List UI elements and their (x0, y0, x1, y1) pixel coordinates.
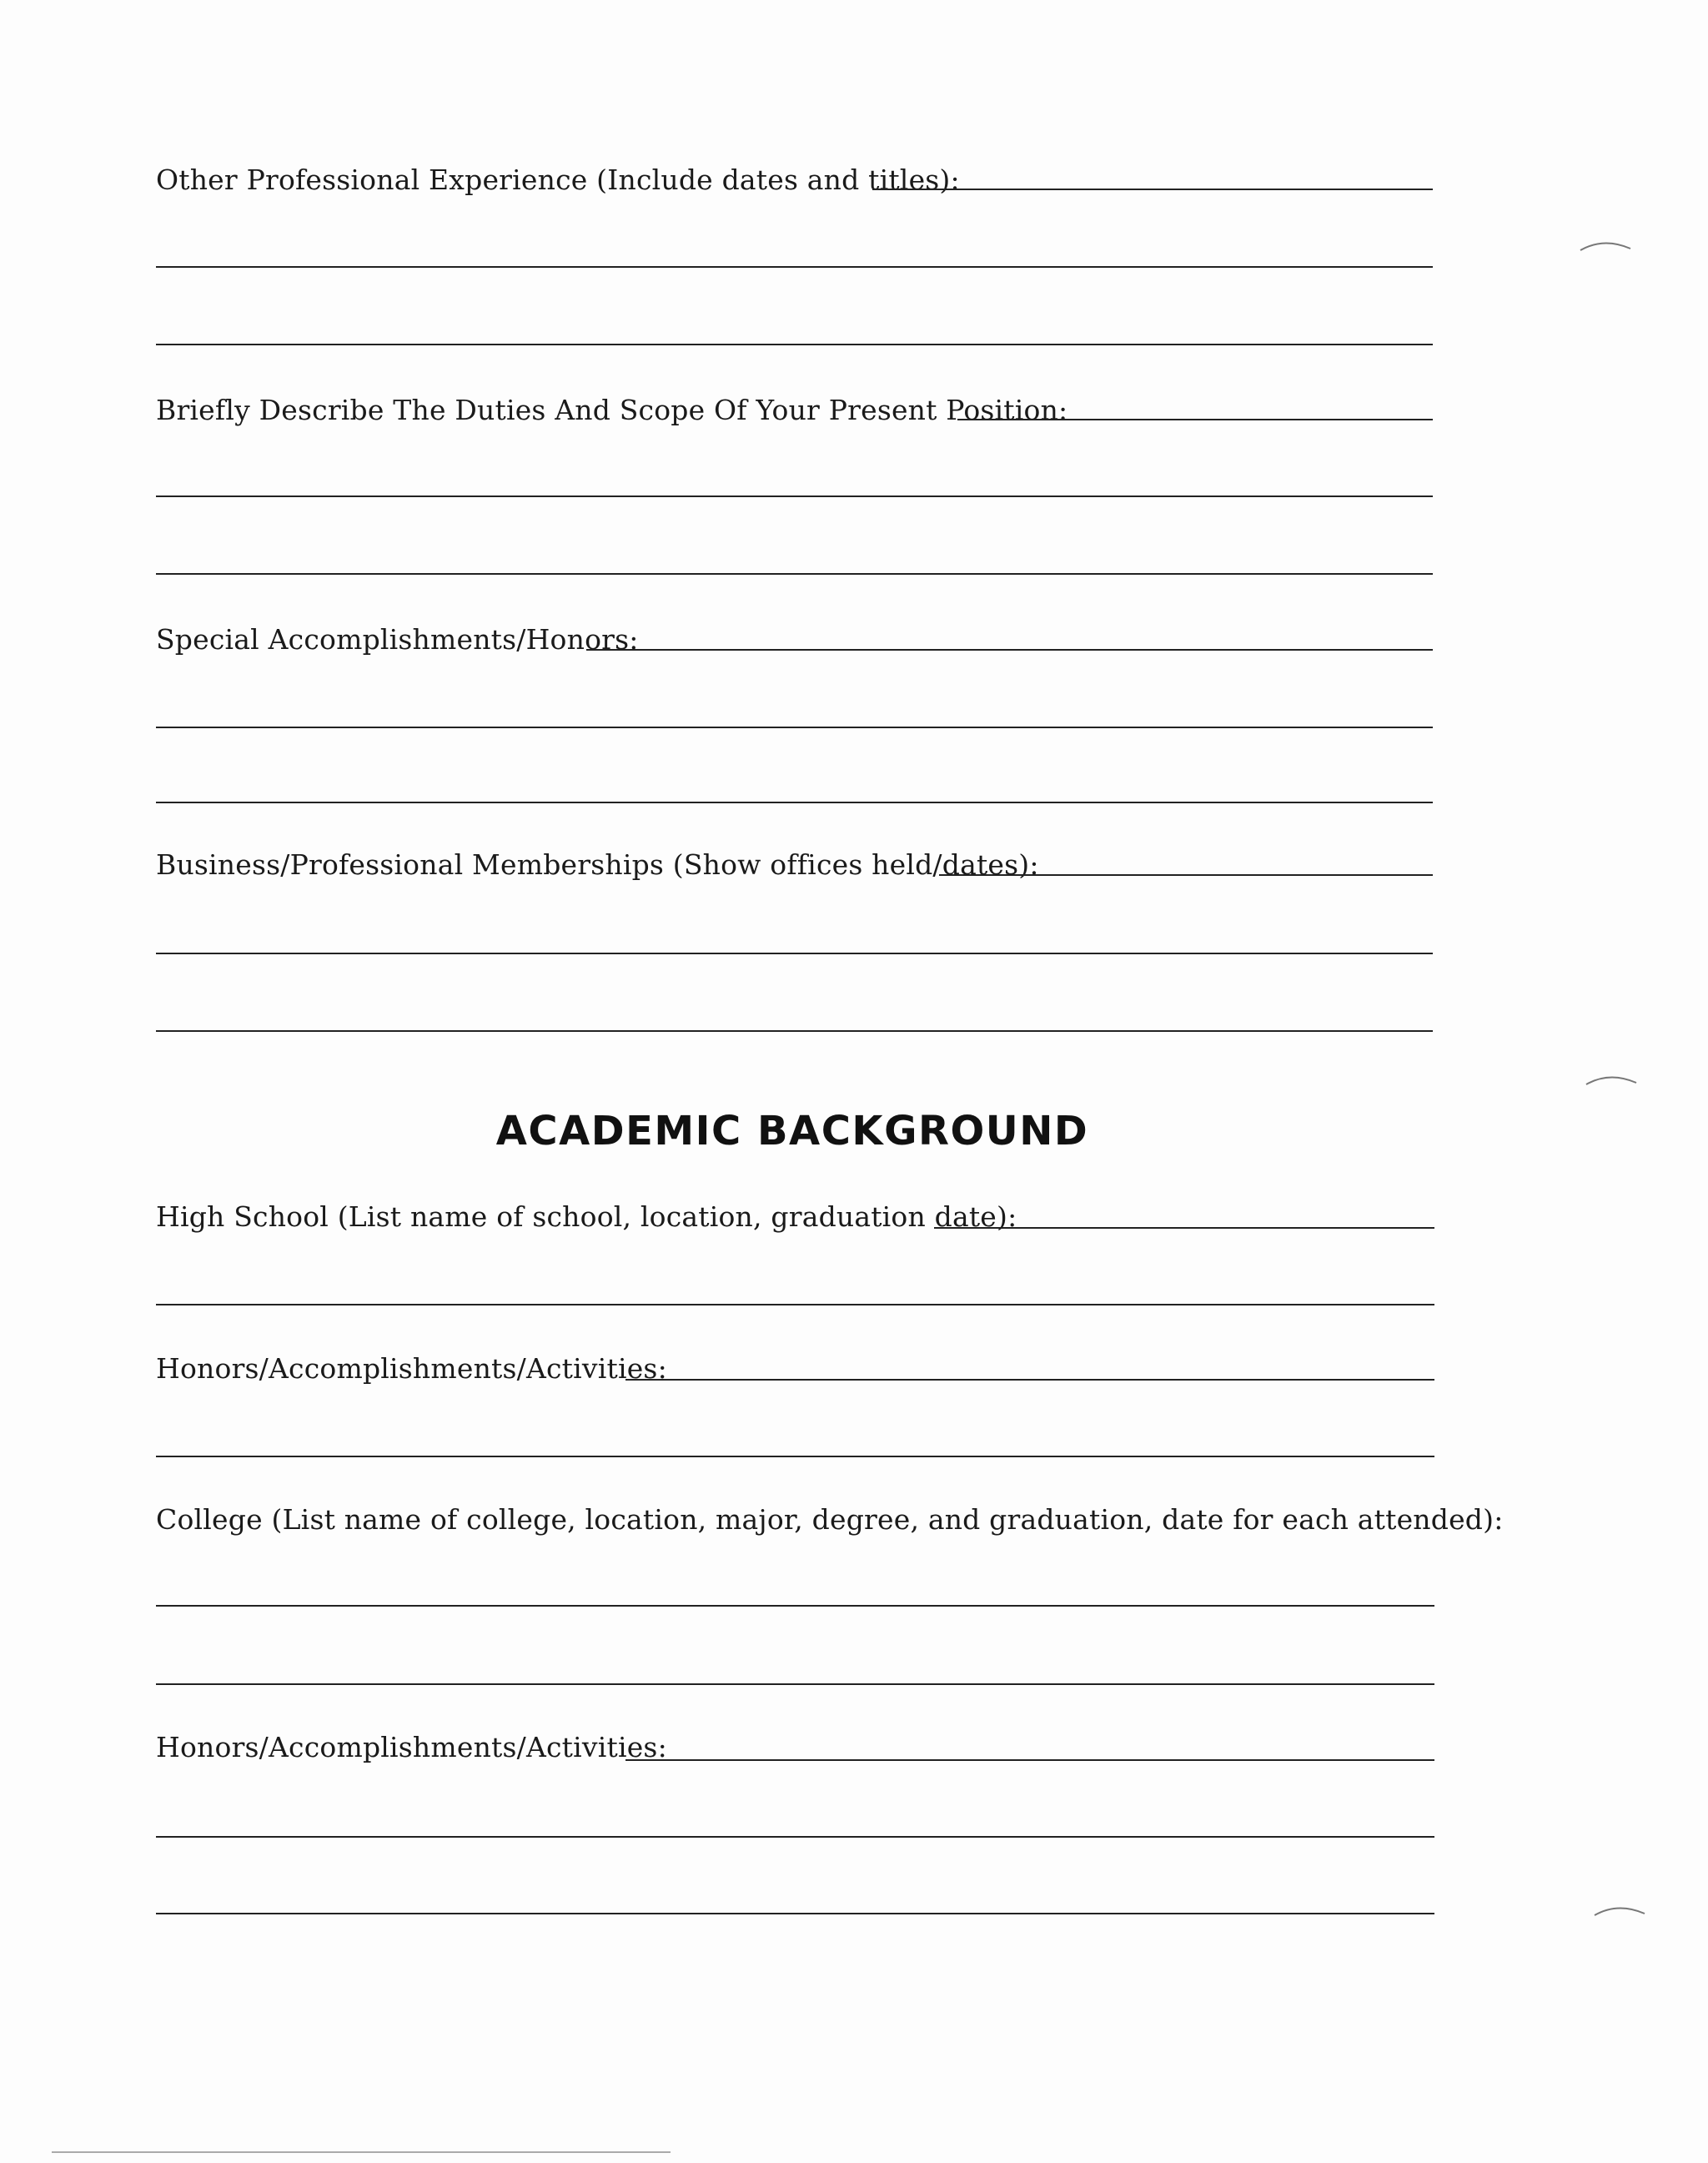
special-accomplishments-line-3[interactable] (156, 802, 1433, 803)
present-position-line-2[interactable] (156, 495, 1433, 497)
present-position-line-1[interactable] (957, 419, 1433, 420)
other-experience-line-2[interactable] (156, 266, 1433, 268)
high-school-label: High School (List name of school, location, graduation date): (156, 1200, 1017, 1233)
college-honors-line-1[interactable] (625, 1759, 1434, 1761)
high-school-line-1[interactable] (934, 1227, 1434, 1229)
other-experience-label: Other Professional Experience (Include dates and titles): (156, 163, 960, 196)
memberships-line-1[interactable] (939, 874, 1433, 876)
hs-honors-line-1[interactable] (625, 1379, 1434, 1381)
binder-hole-mark (1579, 235, 1632, 254)
college-line-2[interactable] (156, 1683, 1434, 1685)
present-position-label: Briefly Describe The Duties And Scope Of Your Present Position: (156, 394, 1068, 426)
special-accomplishments-line-2[interactable] (156, 727, 1433, 728)
present-position-line-3[interactable] (156, 573, 1433, 575)
high-school-line-2[interactable] (156, 1304, 1434, 1305)
page-edge-line (52, 2151, 671, 2153)
memberships-line-2[interactable] (156, 953, 1433, 954)
other-experience-line-1[interactable] (872, 189, 1433, 190)
college-honors-line-3[interactable] (156, 1913, 1434, 1914)
other-experience-line-3[interactable] (156, 344, 1433, 345)
binder-hole-mark (1585, 1069, 1638, 1088)
academic-background-heading: ACADEMIC BACKGROUND (495, 1108, 1089, 1154)
hs-honors-label: Honors/Accomplishments/Activities: (156, 1352, 667, 1385)
memberships-label: Business/Professional Memberships (Show offices held/dates): (156, 848, 1039, 881)
binder-hole-mark (1593, 1900, 1646, 1919)
college-honors-label: Honors/Accomplishments/Activities: (156, 1731, 667, 1763)
hs-honors-line-2[interactable] (156, 1456, 1434, 1457)
special-accomplishments-label: Special Accomplishments/Honors: (156, 623, 639, 656)
special-accomplishments-line-1[interactable] (586, 649, 1433, 651)
college-label: College (List name of college, location, major, degree, and graduation, date for each attended): (156, 1503, 1504, 1536)
memberships-line-3[interactable] (156, 1030, 1433, 1032)
college-honors-line-2[interactable] (156, 1836, 1434, 1838)
college-line-1[interactable] (156, 1605, 1434, 1607)
